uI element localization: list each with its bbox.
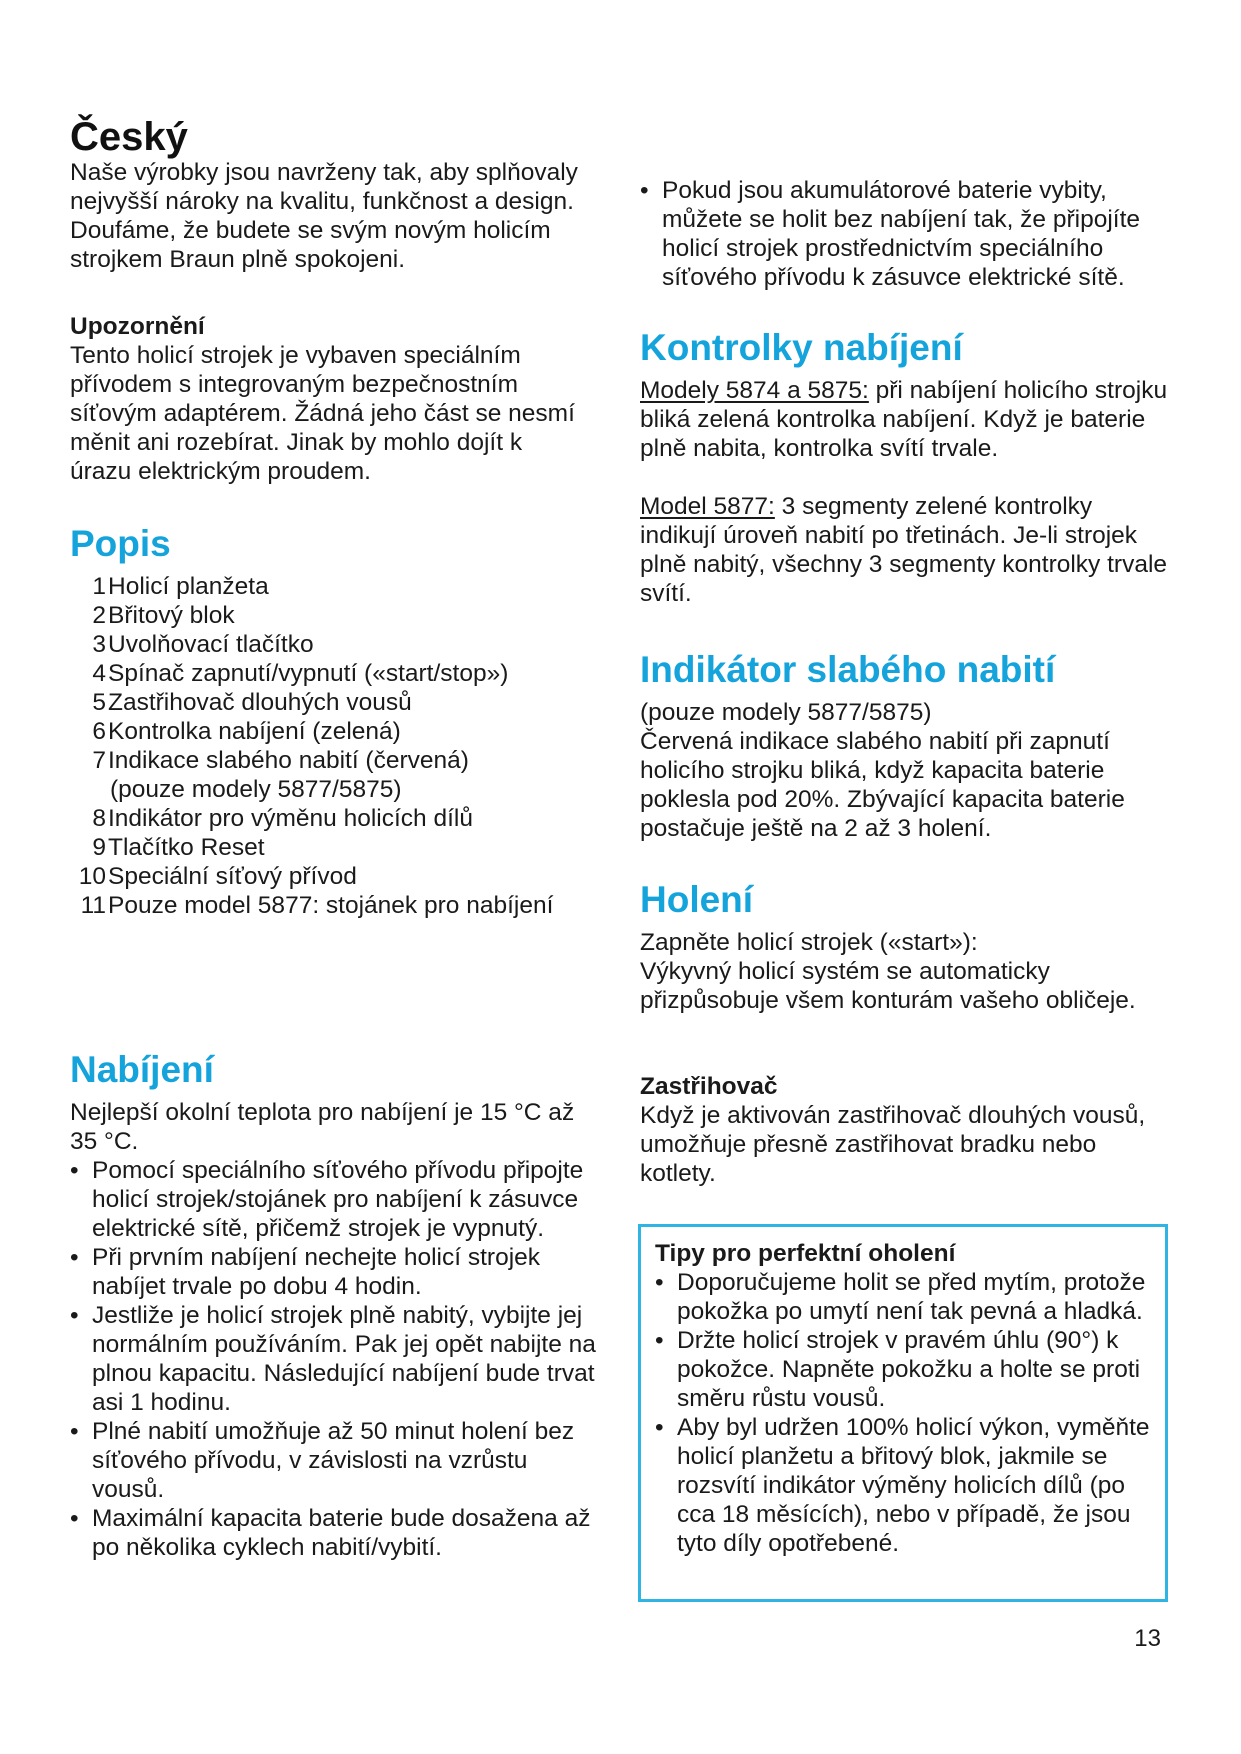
- model-label: Modely 5874 a 5875:: [640, 377, 869, 404]
- list-item: • Plné nabití umožňuje až 50 minut holení bez síťového přívodu, v závislosti na vzrůstu vousů.: [70, 1417, 600, 1504]
- holeni-heading: Holení: [640, 879, 754, 920]
- list-item: 9 Tlačítko Reset: [92, 834, 265, 861]
- zastrihovac-text: Když je aktivován zastřihovač dlouhých vousů, umožňuje přesně zastřihovat bradku nebo kotlety.: [640, 1102, 1146, 1187]
- battery-note-list: [640, 176, 1170, 292]
- zastrihovac-heading: Zastřihovač: [640, 1073, 778, 1100]
- intro-text: Naše výrobky jsou navrženy tak, aby splňovaly nejvyšší nároky na kvalitu, funkčnost a design. Doufáme, že budete se svým novým holicím strojkem Braun plně spokojeni.: [70, 159, 578, 273]
- holeni-section: [640, 878, 1170, 1015]
- warning-heading: Upozornění: [70, 313, 205, 340]
- popis-section: [70, 522, 610, 920]
- nabijeni-section: [70, 1048, 600, 1562]
- list-item: • Při prvním nabíjení nechejte holicí strojek nabíjet trvale po dobu 4 hodin.: [70, 1243, 600, 1301]
- tips-box: [638, 1224, 1168, 1602]
- list-item: 1 Holicí planžeta: [92, 573, 269, 600]
- indikator-text: Červená indikace slabého nabití při zapnutí holicího strojku bliká, když kapacita baterie poklesla pod 20%. Zbývající kapacita baterie postačuje ještě na 2 až 3 holení.: [640, 728, 1125, 842]
- list-item: 7 Indikace slabého nabití (červená): [92, 747, 469, 774]
- list-item: 10 Speciální síťový přívod: [78, 863, 357, 890]
- holeni-start: Zapněte holicí strojek («start»):: [640, 929, 978, 956]
- kontrolky-model-5877: [640, 492, 1170, 608]
- list-item: • Doporučujeme holit se před mytím, protože pokožka po umytí není tak pevná a hladká.: [655, 1268, 1151, 1326]
- page-title: Český: [70, 115, 188, 159]
- list-item: • Držte holicí strojek v pravém úhlu (90°) k pokožce. Napněte pokožku a holte se proti směru růstu vousů.: [655, 1326, 1151, 1413]
- model-text: 3 segmenty zelené kontrolky indikují úroveň nabití po třetinách. Je-li strojek plně nabitý, všechny 3 segmenty kontrolky trvale svítí.: [640, 493, 1168, 607]
- model-label: Model 5877:: [640, 493, 775, 520]
- kontrolky-section: [640, 326, 1170, 608]
- kontrolky-heading: Kontrolky nabíjení: [640, 327, 963, 368]
- list-item: • Aby byl udržen 100% holicí výkon, vyměňte holicí planžetu a břitový blok, jakmile se rozsvítí indikátor výměny holicích dílů (po cca 18 měsících), nebo v případě, že jsou tyto díly opotřebené.: [655, 1413, 1151, 1558]
- tips-heading: Tipy pro perfektní oholení: [655, 1240, 956, 1267]
- parts-list: [70, 572, 610, 920]
- list-item: 2 Břitový blok: [92, 602, 235, 629]
- list-item: • Pokud jsou akumulátorové baterie vybity, můžete se holit bez nabíjení tak, že připojíte holicí strojek prostřednictvím speciálního síťového přívodu k zásuvce elektrické sítě.: [640, 176, 1170, 292]
- list-item: 6 Kontrolka nabíjení (zelená): [92, 718, 401, 745]
- list-item: 5 Zastřihovač dlouhých vousů: [92, 689, 412, 716]
- page-number: 13: [1134, 1625, 1161, 1652]
- zastrihovac-section: [640, 1072, 1170, 1188]
- nabijeni-intro: Nejlepší okolní teplota pro nabíjení je 15 °C až 35 °C.: [70, 1099, 575, 1155]
- kontrolky-models-5874-5875: [640, 376, 1170, 463]
- list-item: • Jestliže je holicí strojek plně nabitý, vybijte jej normálním používáním. Pak jej opět nabijte na plnou kapacitu. Následující nabíjení bude trvat asi 1 hodinu.: [70, 1301, 600, 1417]
- indikator-models: (pouze modely 5877/5875): [640, 699, 932, 726]
- holeni-text: Výkyvný holicí systém se automaticky přizpůsobuje všem konturám vašeho obličeje.: [640, 958, 1136, 1014]
- warning-section: [70, 312, 590, 486]
- nabijeni-list: [70, 1156, 600, 1562]
- list-item: 4 Spínač zapnutí/vypnutí («start/stop»): [92, 660, 509, 687]
- list-item: • Pomocí speciálního síťového přívodu připojte holicí strojek/stojánek pro nabíjení k zásuvce elektrické sítě, přičemž strojek je vypnutý.: [70, 1156, 600, 1243]
- model-text: při nabíjení holicího strojku bliká zelená kontrolka nabíjení. Když je baterie plně nabita, kontrolka svítí trvale.: [640, 377, 1168, 462]
- nabijeni-heading: Nabíjení: [70, 1049, 214, 1090]
- warning-text: Tento holicí strojek je vybaven speciálním přívodem s integrovaným bezpečnostním síťovým adaptérem. Žádná jeho část se nesmí měnit ani rozebírat. Jinak by mohlo dojít k úrazu elektrickým proudem.: [70, 342, 575, 485]
- indikator-section: [640, 648, 1170, 843]
- popis-heading: Popis: [70, 523, 171, 564]
- tips-list: [655, 1268, 1151, 1558]
- indikator-heading: Indikátor slabého nabití: [640, 649, 1056, 690]
- list-item: • Maximální kapacita baterie bude dosažena až po několika cyklech nabití/vybití.: [70, 1504, 600, 1562]
- list-item: 8 Indikátor pro výměnu holicích dílů: [92, 805, 473, 832]
- list-item: 3 Uvolňovací tlačítko: [92, 631, 314, 658]
- list-item: 11 Pouze model 5877: stojánek pro nabíjení: [80, 892, 554, 919]
- list-item: (pouze modely 5877/5875): [110, 776, 402, 803]
